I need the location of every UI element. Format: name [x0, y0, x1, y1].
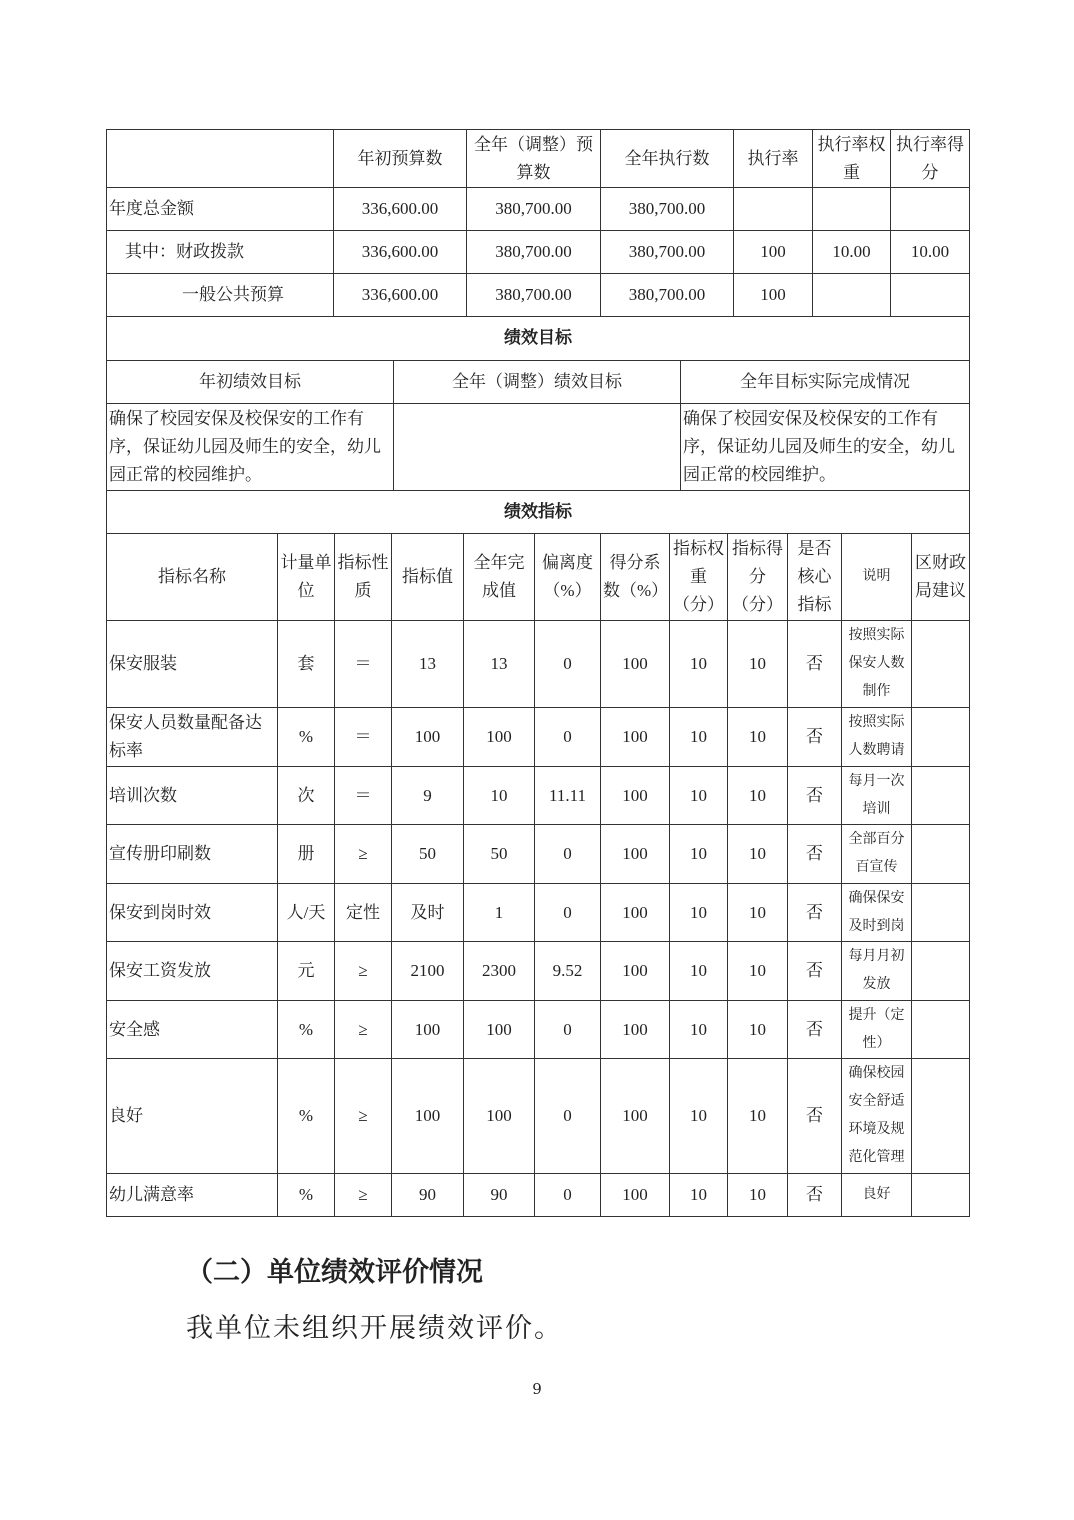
indicator-cell: 安全感 — [107, 1001, 278, 1059]
indicator-cell: 10 — [670, 1174, 728, 1217]
indicator-cell: 10 — [728, 1001, 788, 1059]
indicator-cell: 0 — [535, 1174, 601, 1217]
indicator-cell: 2300 — [464, 942, 535, 1001]
indicator-cell: 套 — [278, 621, 335, 708]
budget-cell: 380,700.00 — [601, 188, 734, 231]
indicator-cell: 10 — [728, 825, 788, 884]
budget-header: 全年（调整）预算数 — [467, 130, 601, 188]
indicator-cell: 册 — [278, 825, 335, 884]
indicator-header: 偏离度（%） — [535, 534, 601, 621]
budget-cell: 336,600.00 — [334, 274, 467, 317]
indicator-row — [107, 621, 970, 708]
indicator-cell: 100 — [464, 708, 535, 767]
document-flow — [106, 129, 970, 1399]
indicator-cell: 0 — [535, 825, 601, 884]
indicator-cell: 人/天 — [278, 884, 335, 942]
indicator-cell: 100 — [601, 942, 670, 1001]
indicator-cell: 10 — [728, 1174, 788, 1217]
indicator-cell: 幼儿满意率 — [107, 1174, 278, 1217]
indicator-header-row — [107, 534, 970, 621]
indicator-cell: 按照实际人数聘请 — [842, 708, 912, 767]
indicator-cell: 10 — [670, 621, 728, 708]
indicator-cell: 10 — [670, 1001, 728, 1059]
indicator-header: 计量单位 — [278, 534, 335, 621]
indicator-row — [107, 884, 970, 942]
indicator-cell: 及时 — [392, 884, 464, 942]
indicator-cell: 10 — [728, 1059, 788, 1174]
indicator-cell — [912, 1001, 970, 1059]
indicator-header: 指标值 — [392, 534, 464, 621]
indicator-cell: 10 — [728, 621, 788, 708]
section-heading: （二）单位绩效评价情况 — [186, 1257, 483, 1288]
indicator-header: 指标得分（分） — [728, 534, 788, 621]
budget-cell — [813, 188, 891, 231]
indicator-cell: 10 — [670, 1059, 728, 1174]
budget-cell: 380,700.00 — [467, 231, 601, 274]
indicator-cell: 11.11 — [535, 767, 601, 825]
goal-value — [394, 403, 681, 490]
indicator-cell: 确保保安及时到岗 — [842, 884, 912, 942]
indicator-cell: 培训次数 — [107, 767, 278, 825]
indicator-cell: % — [278, 1059, 335, 1174]
indicator-cell: 90 — [464, 1174, 535, 1217]
indicator-cell: % — [278, 1174, 335, 1217]
indicator-cell: 10 — [728, 942, 788, 1001]
budget-cell: 336,600.00 — [334, 188, 467, 231]
budget-cell: 100 — [734, 231, 813, 274]
budget-cell: 380,700.00 — [601, 231, 734, 274]
indicator-header: 说明 — [842, 534, 912, 621]
indicator-cell — [912, 825, 970, 884]
goal-header: 全年（调整）绩效目标 — [394, 360, 681, 403]
indicator-cell: 保安工资发放 — [107, 942, 278, 1001]
indicator-header: 指标权重（分） — [670, 534, 728, 621]
indicator-cell: 100 — [601, 825, 670, 884]
indicator-row — [107, 1059, 970, 1174]
budget-row — [107, 188, 970, 231]
indicator-cell: 否 — [788, 825, 842, 884]
indicator-cell: 否 — [788, 621, 842, 708]
goal-value: 确保了校园安保及校保安的工作有序，保证幼儿园及师生的安全，幼儿园正常的校园维护。 — [681, 403, 970, 490]
indicator-cell: ≥ — [335, 825, 392, 884]
budget-header: 年初预算数 — [334, 130, 467, 188]
indicator-header: 指标性质 — [335, 534, 392, 621]
indicator-header: 得分系数（%） — [601, 534, 670, 621]
indicator-cell: 次 — [278, 767, 335, 825]
indicator-cell: 每月月初发放 — [842, 942, 912, 1001]
indicator-cell: 元 — [278, 942, 335, 1001]
indicator-cell: 100 — [392, 708, 464, 767]
indicator-cell — [912, 767, 970, 825]
indicator-header: 全年完成值 — [464, 534, 535, 621]
indicator-cell: 10 — [670, 942, 728, 1001]
indicator-cell: 否 — [788, 1001, 842, 1059]
indicator-cell: 10 — [670, 884, 728, 942]
budget-cell — [813, 274, 891, 317]
indicator-row — [107, 767, 970, 825]
indicator-cell: 否 — [788, 884, 842, 942]
indicator-cell: % — [278, 708, 335, 767]
indicator-cell: 否 — [788, 942, 842, 1001]
budget-row — [107, 274, 970, 317]
indicator-cell: ≥ — [335, 1174, 392, 1217]
budget-cell — [734, 188, 813, 231]
indicator-cell: 50 — [392, 825, 464, 884]
indicator-cell: 13 — [464, 621, 535, 708]
indicator-cell: 2100 — [392, 942, 464, 1001]
indicator-cell: 10 — [728, 708, 788, 767]
indicators-table — [106, 534, 970, 1218]
indicator-cell: 每月一次培训 — [842, 767, 912, 825]
indicator-row — [107, 1174, 970, 1217]
indicator-cell: 0 — [535, 708, 601, 767]
indicator-cell: 100 — [601, 884, 670, 942]
section-body: 我单位未组织开展绩效评价。 — [186, 1313, 563, 1344]
indicator-cell: ＝ — [335, 708, 392, 767]
indicator-cell: 全部百分百宣传 — [842, 825, 912, 884]
indicator-cell: 0 — [535, 1059, 601, 1174]
indicator-cell: 10 — [728, 884, 788, 942]
budget-cell: 年度总金额 — [107, 188, 334, 231]
indicator-cell: 提升（定性） — [842, 1001, 912, 1059]
budget-cell: 380,700.00 — [467, 274, 601, 317]
budget-cell: 10.00 — [813, 231, 891, 274]
indicator-cell: ＝ — [335, 621, 392, 708]
goal-header: 全年目标实际完成情况 — [681, 360, 970, 403]
indicator-cell: 保安到岗时效 — [107, 884, 278, 942]
indicator-cell: 10 — [670, 708, 728, 767]
budget-header: 执行率 — [734, 130, 813, 188]
indicator-cell: 9 — [392, 767, 464, 825]
indicator-cell: 良好 — [842, 1174, 912, 1217]
indicator-row — [107, 708, 970, 767]
indicator-cell: 按照实际保安人数制作 — [842, 621, 912, 708]
indicator-cell: 0 — [535, 621, 601, 708]
indicator-cell: 100 — [601, 621, 670, 708]
budget-cell — [891, 188, 970, 231]
budget-cell: 336,600.00 — [334, 231, 467, 274]
indicator-cell: 定性 — [335, 884, 392, 942]
indicator-cell: 100 — [601, 1059, 670, 1174]
indicator-cell — [912, 1174, 970, 1217]
budget-cell: 380,700.00 — [467, 188, 601, 231]
indicator-cell: 100 — [601, 767, 670, 825]
budget-table — [106, 129, 970, 317]
indicator-cell: % — [278, 1001, 335, 1059]
budget-cell: 一般公共预算 — [107, 274, 334, 317]
indicator-cell: 100 — [392, 1059, 464, 1174]
indicator-cell — [912, 621, 970, 708]
indicator-header: 区财政局建议 — [912, 534, 970, 621]
indicator-row — [107, 825, 970, 884]
budget-header: 全年执行数 — [601, 130, 734, 188]
budget-header: 执行率得分 — [891, 130, 970, 188]
indicator-cell — [912, 1059, 970, 1174]
goals-table — [106, 317, 970, 534]
indicator-cell: 13 — [392, 621, 464, 708]
indicator-cell: 否 — [788, 708, 842, 767]
indicator-cell: 0 — [535, 884, 601, 942]
indicator-cell: 50 — [464, 825, 535, 884]
indicators-title: 绩效指标 — [107, 490, 970, 533]
budget-header: 执行率权重 — [813, 130, 891, 188]
budget-cell: 380,700.00 — [601, 274, 734, 317]
indicator-cell — [912, 884, 970, 942]
indicator-cell: 90 — [392, 1174, 464, 1217]
indicator-cell: 确保校园安全舒适环境及规范化管理 — [842, 1059, 912, 1174]
goal-value: 确保了校园安保及校保安的工作有序，保证幼儿园及师生的安全，幼儿园正常的校园维护。 — [107, 403, 394, 490]
indicator-cell: 100 — [601, 1174, 670, 1217]
indicator-cell: 9.52 — [535, 942, 601, 1001]
budget-cell: 100 — [734, 274, 813, 317]
indicator-cell: 10 — [670, 767, 728, 825]
indicator-header: 是否核心指标 — [788, 534, 842, 621]
indicator-cell: ≥ — [335, 1001, 392, 1059]
goals-title: 绩效目标 — [107, 317, 970, 360]
indicator-cell — [912, 942, 970, 1001]
indicator-cell: 保安人员数量配备达标率 — [107, 708, 278, 767]
indicator-cell: 100 — [464, 1059, 535, 1174]
indicator-cell: ≥ — [335, 942, 392, 1001]
indicator-cell: 10 — [728, 767, 788, 825]
indicator-cell: ≥ — [335, 1059, 392, 1174]
indicator-cell: 100 — [392, 1001, 464, 1059]
budget-header-row — [107, 130, 970, 188]
budget-cell: 10.00 — [891, 231, 970, 274]
budget-cell — [891, 274, 970, 317]
indicator-cell — [912, 708, 970, 767]
indicator-cell: 10 — [464, 767, 535, 825]
page-number: 9 — [532, 1380, 542, 1398]
indicator-cell: 否 — [788, 1059, 842, 1174]
indicator-cell: 100 — [601, 1001, 670, 1059]
indicator-cell: 10 — [670, 825, 728, 884]
goal-header: 年初绩效目标 — [107, 360, 394, 403]
indicator-cell: ＝ — [335, 767, 392, 825]
budget-row — [107, 231, 970, 274]
indicator-cell: 100 — [464, 1001, 535, 1059]
indicator-row — [107, 1001, 970, 1059]
indicator-cell: 否 — [788, 1174, 842, 1217]
budget-cell: 其中：财政拨款 — [107, 231, 334, 274]
indicator-cell: 0 — [535, 1001, 601, 1059]
budget-header — [107, 130, 334, 188]
indicator-row — [107, 942, 970, 1001]
indicator-cell: 100 — [601, 708, 670, 767]
indicator-cell: 保安服装 — [107, 621, 278, 708]
indicator-cell: 1 — [464, 884, 535, 942]
indicator-cell: 良好 — [107, 1059, 278, 1174]
indicator-cell: 宣传册印刷数 — [107, 825, 278, 884]
indicator-header: 指标名称 — [107, 534, 278, 621]
indicator-cell: 否 — [788, 767, 842, 825]
